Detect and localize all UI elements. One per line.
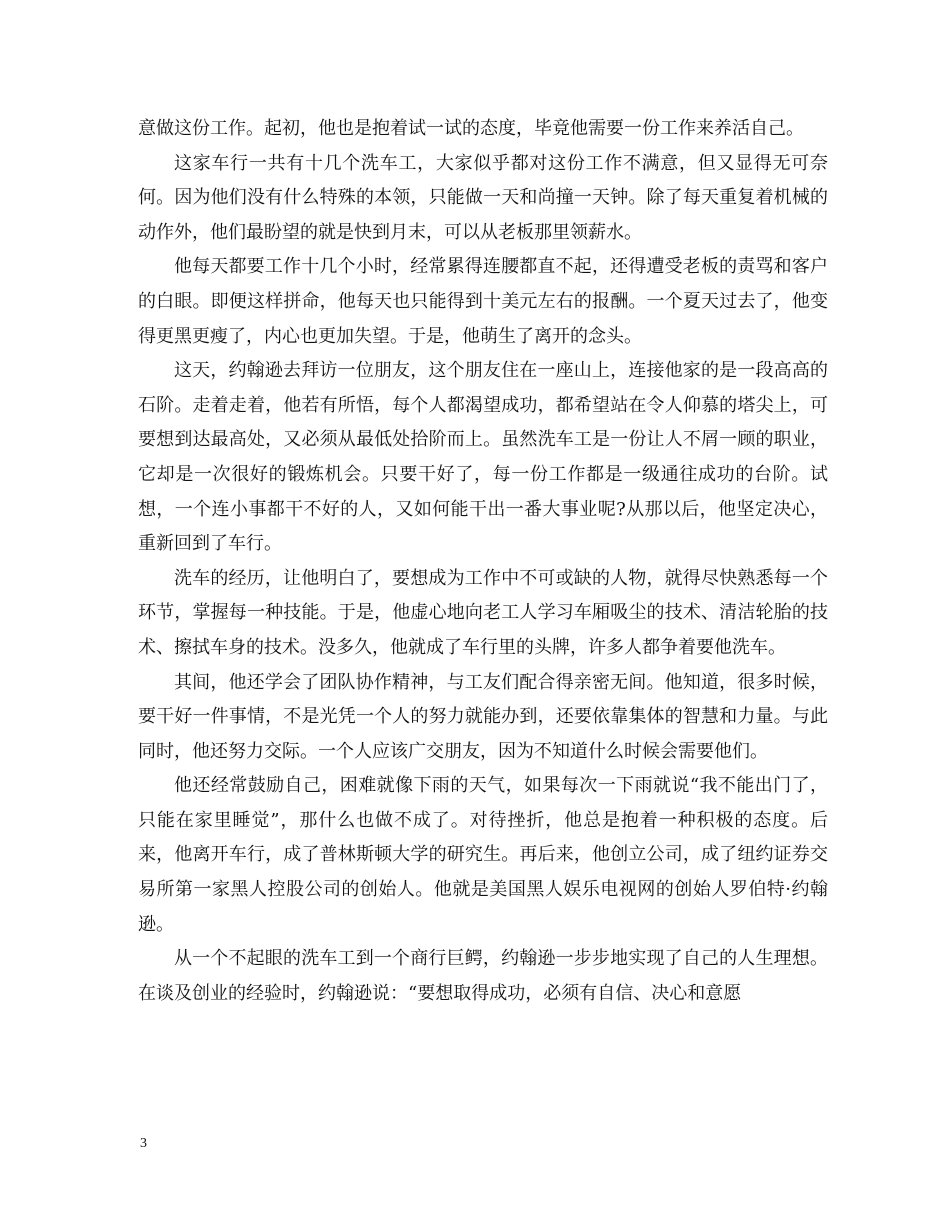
- paragraph-8: 从一个不起眼的洗车工到一个商行巨鳄，约翰逊一步步地实现了自己的人生理想。在谈及创业的经验时，约翰逊说：“要想取得成功，必须有自信、决心和意愿: [138, 948, 828, 1004]
- page-number: 3: [140, 1136, 147, 1151]
- paragraph-5: 洗车的经历，让他明白了，要想成为工作中不可或缺的人物，就得尽快熟悉每一个环节，掌握每一种技能。于是，他虚心地向老工人学习车厢吸尘的技术、清洁轮胎的技术、擦拭车身的技术。没多久，他就成了车行里的头牌，许多人都争着要他洗车。: [138, 567, 828, 658]
- paragraph-1: 意做这份工作。起初，他也是抱着试一试的态度，毕竟他需要一份工作来养活自己。: [138, 118, 804, 139]
- paragraph-2: 这家车行一共有十几个洗车工，大家似乎都对这份工作不满意，但又显得无可奈何。因为他们没有什么特殊的本领，只能做一天和尚撞一天钟。除了每天重复着机械的动作外，他们最盼望的就是快到月末，可以从老板那里领薪水。: [138, 152, 828, 243]
- document-body: [138, 112, 828, 1011]
- paragraph-7: 他还经常鼓励自己，困难就像下雨的天气，如果每次一下雨就说“我不能出门了，只能在家里睡觉”，那什么也做不成了。对待挫折，他总是抱着一种积极的态度。后来，他离开车行，成了普林斯顿大学的研究生。再后来，他创立公司，成了纽约证券交易所第一家黑人控股公司的创始人。他就是美国黑人娱乐电视网的创始人罗伯特·约翰逊。: [138, 775, 828, 935]
- paragraph-6: 其间，他还学会了团队协作精神，与工友们配合得亲密无间。他知道，很多时候，要干好一件事情，不是光凭一个人的努力就能办到，还要依靠集体的智慧和力量。与此同时，他还努力交际。一个人应该广交朋友，因为不知道什么时候会需要他们。: [138, 671, 828, 762]
- paragraph-3: 他每天都要工作十几个小时，经常累得连腰都直不起，还得遭受老板的责骂和客户的白眼。即便这样拼命，他每天也只能得到十美元左右的报酬。一个夏天过去了，他变得更黑更瘦了，内心也更加失望。于是，他萌生了离开的念头。: [138, 256, 828, 347]
- paragraph-4: 这天，约翰逊去拜访一位朋友，这个朋友住在一座山上，连接他家的是一段高高的石阶。走着走着，他若有所悟，每个人都渴望成功，都希望站在令人仰慕的塔尖上，可要想到达最高处，又必须从最低处拾阶而上。虽然洗车工是一份让人不屑一顾的职业，它却是一次很好的锻炼机会。只要干好了，每一份工作都是一级通往成功的台阶。试想，一个连小事都干不好的人，又如何能干出一番大事业呢?从那以后，他坚定决心，重新回到了车行。: [138, 360, 828, 555]
